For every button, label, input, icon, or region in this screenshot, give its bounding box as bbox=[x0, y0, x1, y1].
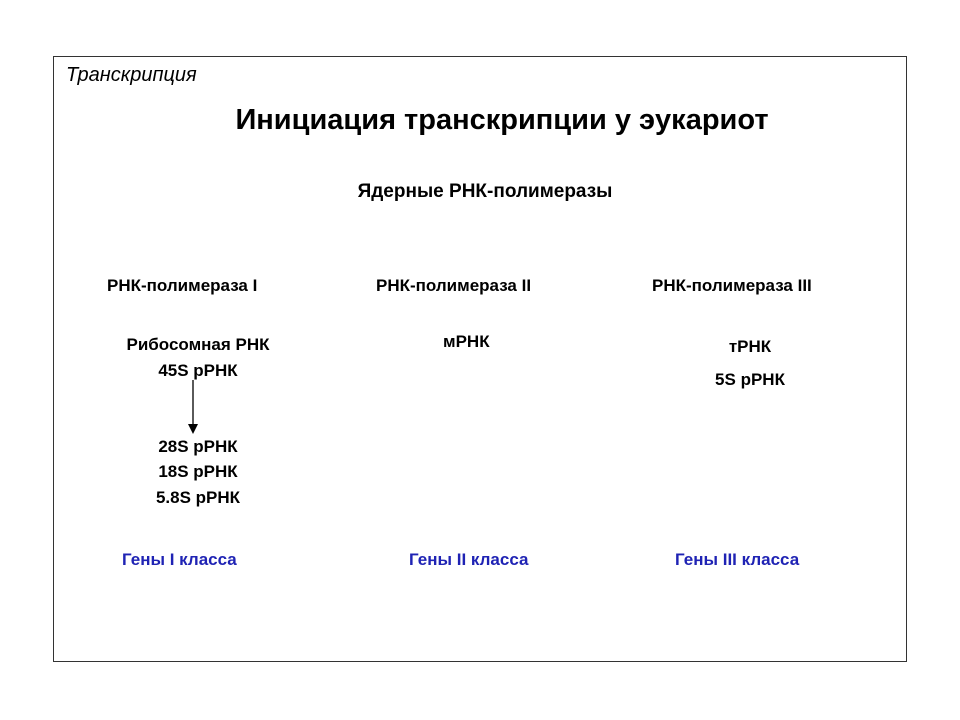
arrow-down-icon bbox=[186, 380, 200, 436]
polymerase-3-5s-rrna: 5S рРНК bbox=[715, 370, 785, 389]
polymerase-2-product: мРНК bbox=[443, 332, 490, 351]
polymerase-1-product: Рибосомная РНК bbox=[126, 335, 270, 354]
polymerase-1-rrna-28s: 28S рРНК bbox=[158, 437, 238, 456]
slide-frame bbox=[53, 56, 907, 662]
section-label: Транскрипция bbox=[66, 64, 197, 86]
polymerase-1-precursor: 45S рРНК bbox=[158, 361, 238, 380]
slide-subtitle: Ядерные РНК-полимеразы bbox=[357, 181, 613, 202]
polymerase-3-heading: РНК-полимераза III bbox=[652, 276, 812, 295]
genes-class-1: Гены I класса bbox=[122, 550, 237, 569]
polymerase-1-rrna-5-8s: 5.8S рРНК bbox=[155, 488, 241, 507]
polymerase-1-heading: РНК-полимераза I bbox=[107, 276, 258, 295]
slide-title: Инициация транскрипции у эукариот bbox=[235, 104, 769, 136]
polymerase-3-trna: тРНК bbox=[728, 337, 772, 356]
genes-class-2: Гены II класса bbox=[409, 550, 529, 569]
polymerase-1-rrna-18s: 18S рРНК bbox=[158, 462, 238, 481]
genes-class-3: Гены III класса bbox=[675, 550, 800, 569]
polymerase-2-heading: РНК-полимераза II bbox=[376, 276, 532, 295]
